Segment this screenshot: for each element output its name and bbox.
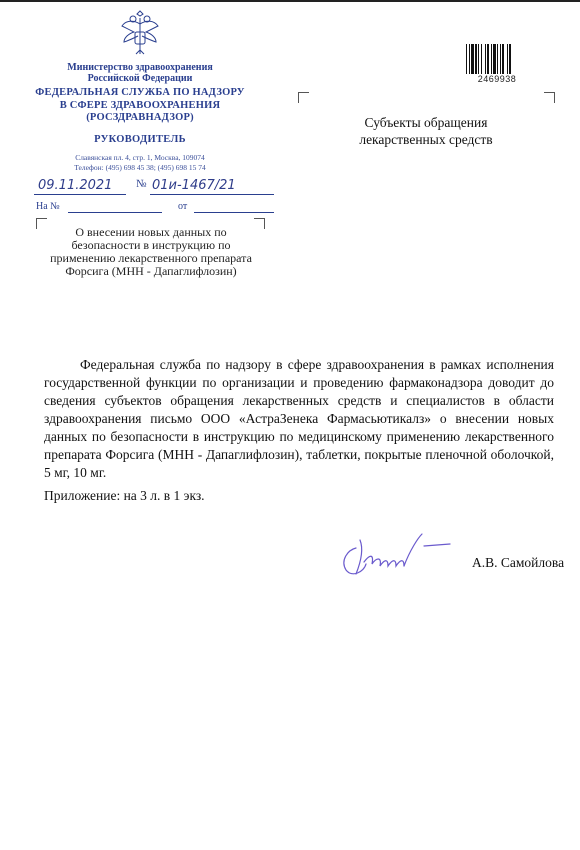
barcode-bar [497, 44, 498, 74]
address-line-2: Телефон: (495) 698 45 38; (495) 698 15 74 [74, 162, 206, 172]
subject-block [44, 226, 258, 278]
address-block [30, 153, 250, 173]
address-line-1: Славянская пл. 4, стр. 1, Москва, 109074 [75, 152, 205, 162]
number-label: № [136, 178, 147, 190]
registration-date: 09.11.2021 [38, 178, 113, 193]
ministry-line-2: Российской Федерации [87, 73, 193, 84]
ministry-name [30, 62, 250, 84]
service-line-3: (РОСЗДРАВНАДЗОР) [86, 112, 194, 123]
barcode-bar [487, 44, 489, 74]
barcode-bar [471, 44, 474, 74]
addressee-corner-left [298, 92, 309, 103]
subject-line-1: О внесении новых данных по [75, 225, 227, 239]
barcode-bar [485, 44, 486, 74]
subject-line-2: безопасности в инструкцию по [71, 238, 231, 252]
service-line-2: В СФЕРЕ ЗДРАВООХРАНЕНИЯ [59, 99, 221, 111]
coat-of-arms-emblem [118, 10, 162, 60]
from-label: от [178, 201, 188, 212]
barcode-bar [507, 44, 508, 74]
barcode-bar [502, 44, 504, 74]
number-underline [150, 194, 274, 195]
service-line-1: ФЕДЕРАЛЬНАЯ СЛУЖБА ПО НАДЗОРУ [35, 87, 245, 98]
barcode [466, 44, 528, 74]
barcode-bar [500, 44, 501, 74]
reply-reference-line [34, 200, 274, 216]
handwritten-signature [330, 520, 470, 590]
reply-date-underline [194, 212, 274, 213]
barcode-bar [478, 44, 479, 74]
barcode-bar [475, 44, 477, 74]
subject-line-4: Форсига (МНН - Дапаглифлозин) [65, 264, 237, 278]
barcode-bar [481, 44, 482, 74]
date-underline [34, 194, 126, 195]
reply-number-underline [68, 212, 162, 213]
barcode-bar [466, 44, 467, 74]
signer-name: А.В. Самойлова [472, 555, 565, 570]
barcode-bar [493, 44, 496, 74]
addressee-line-1: Субъекты обращения [364, 115, 488, 130]
addressee-corner-right [544, 92, 555, 103]
reply-to-label: На № [36, 201, 60, 212]
letterhead [30, 62, 250, 173]
registration-line [34, 178, 274, 198]
barcode-bar [469, 44, 470, 74]
barcode-bar [491, 44, 492, 74]
barcode-number: 2469938 [477, 74, 517, 84]
registration-number: 01и-1467/21 [152, 178, 236, 193]
barcode-bar [509, 44, 511, 74]
ministry-line-1: Министерство здравоохранения [67, 62, 213, 73]
position-title: РУКОВОДИТЕЛЬ [94, 133, 186, 145]
service-name [30, 87, 250, 125]
appendix-note: Приложение: на 3 л. в 1 экз. [44, 488, 205, 503]
top-border-line [0, 0, 580, 2]
subject-line-3: применению лекарственного препарата [50, 251, 252, 265]
addressee-block [346, 114, 506, 148]
body-paragraph: Федеральная служба по надзору в сфере здравоохранения в рамках исполнения государственной функции по организации и проведению фармаконадзора доводит до сведения субъектов обращения лекарственных средств и специалистов в области здравоохранения письмо ООО «АстраЗенека Фармасьютикалз» о внесении новых данных по безопасности в инструкцию по медицинскому применению лекарственного препарата Форсига (МНН - Дапаглифлозин), таблетки, покрытые пленочной оболочкой, 5 мг, 10 мг. [44, 357, 554, 480]
addressee-line-2: лекарственных средств [359, 132, 493, 147]
